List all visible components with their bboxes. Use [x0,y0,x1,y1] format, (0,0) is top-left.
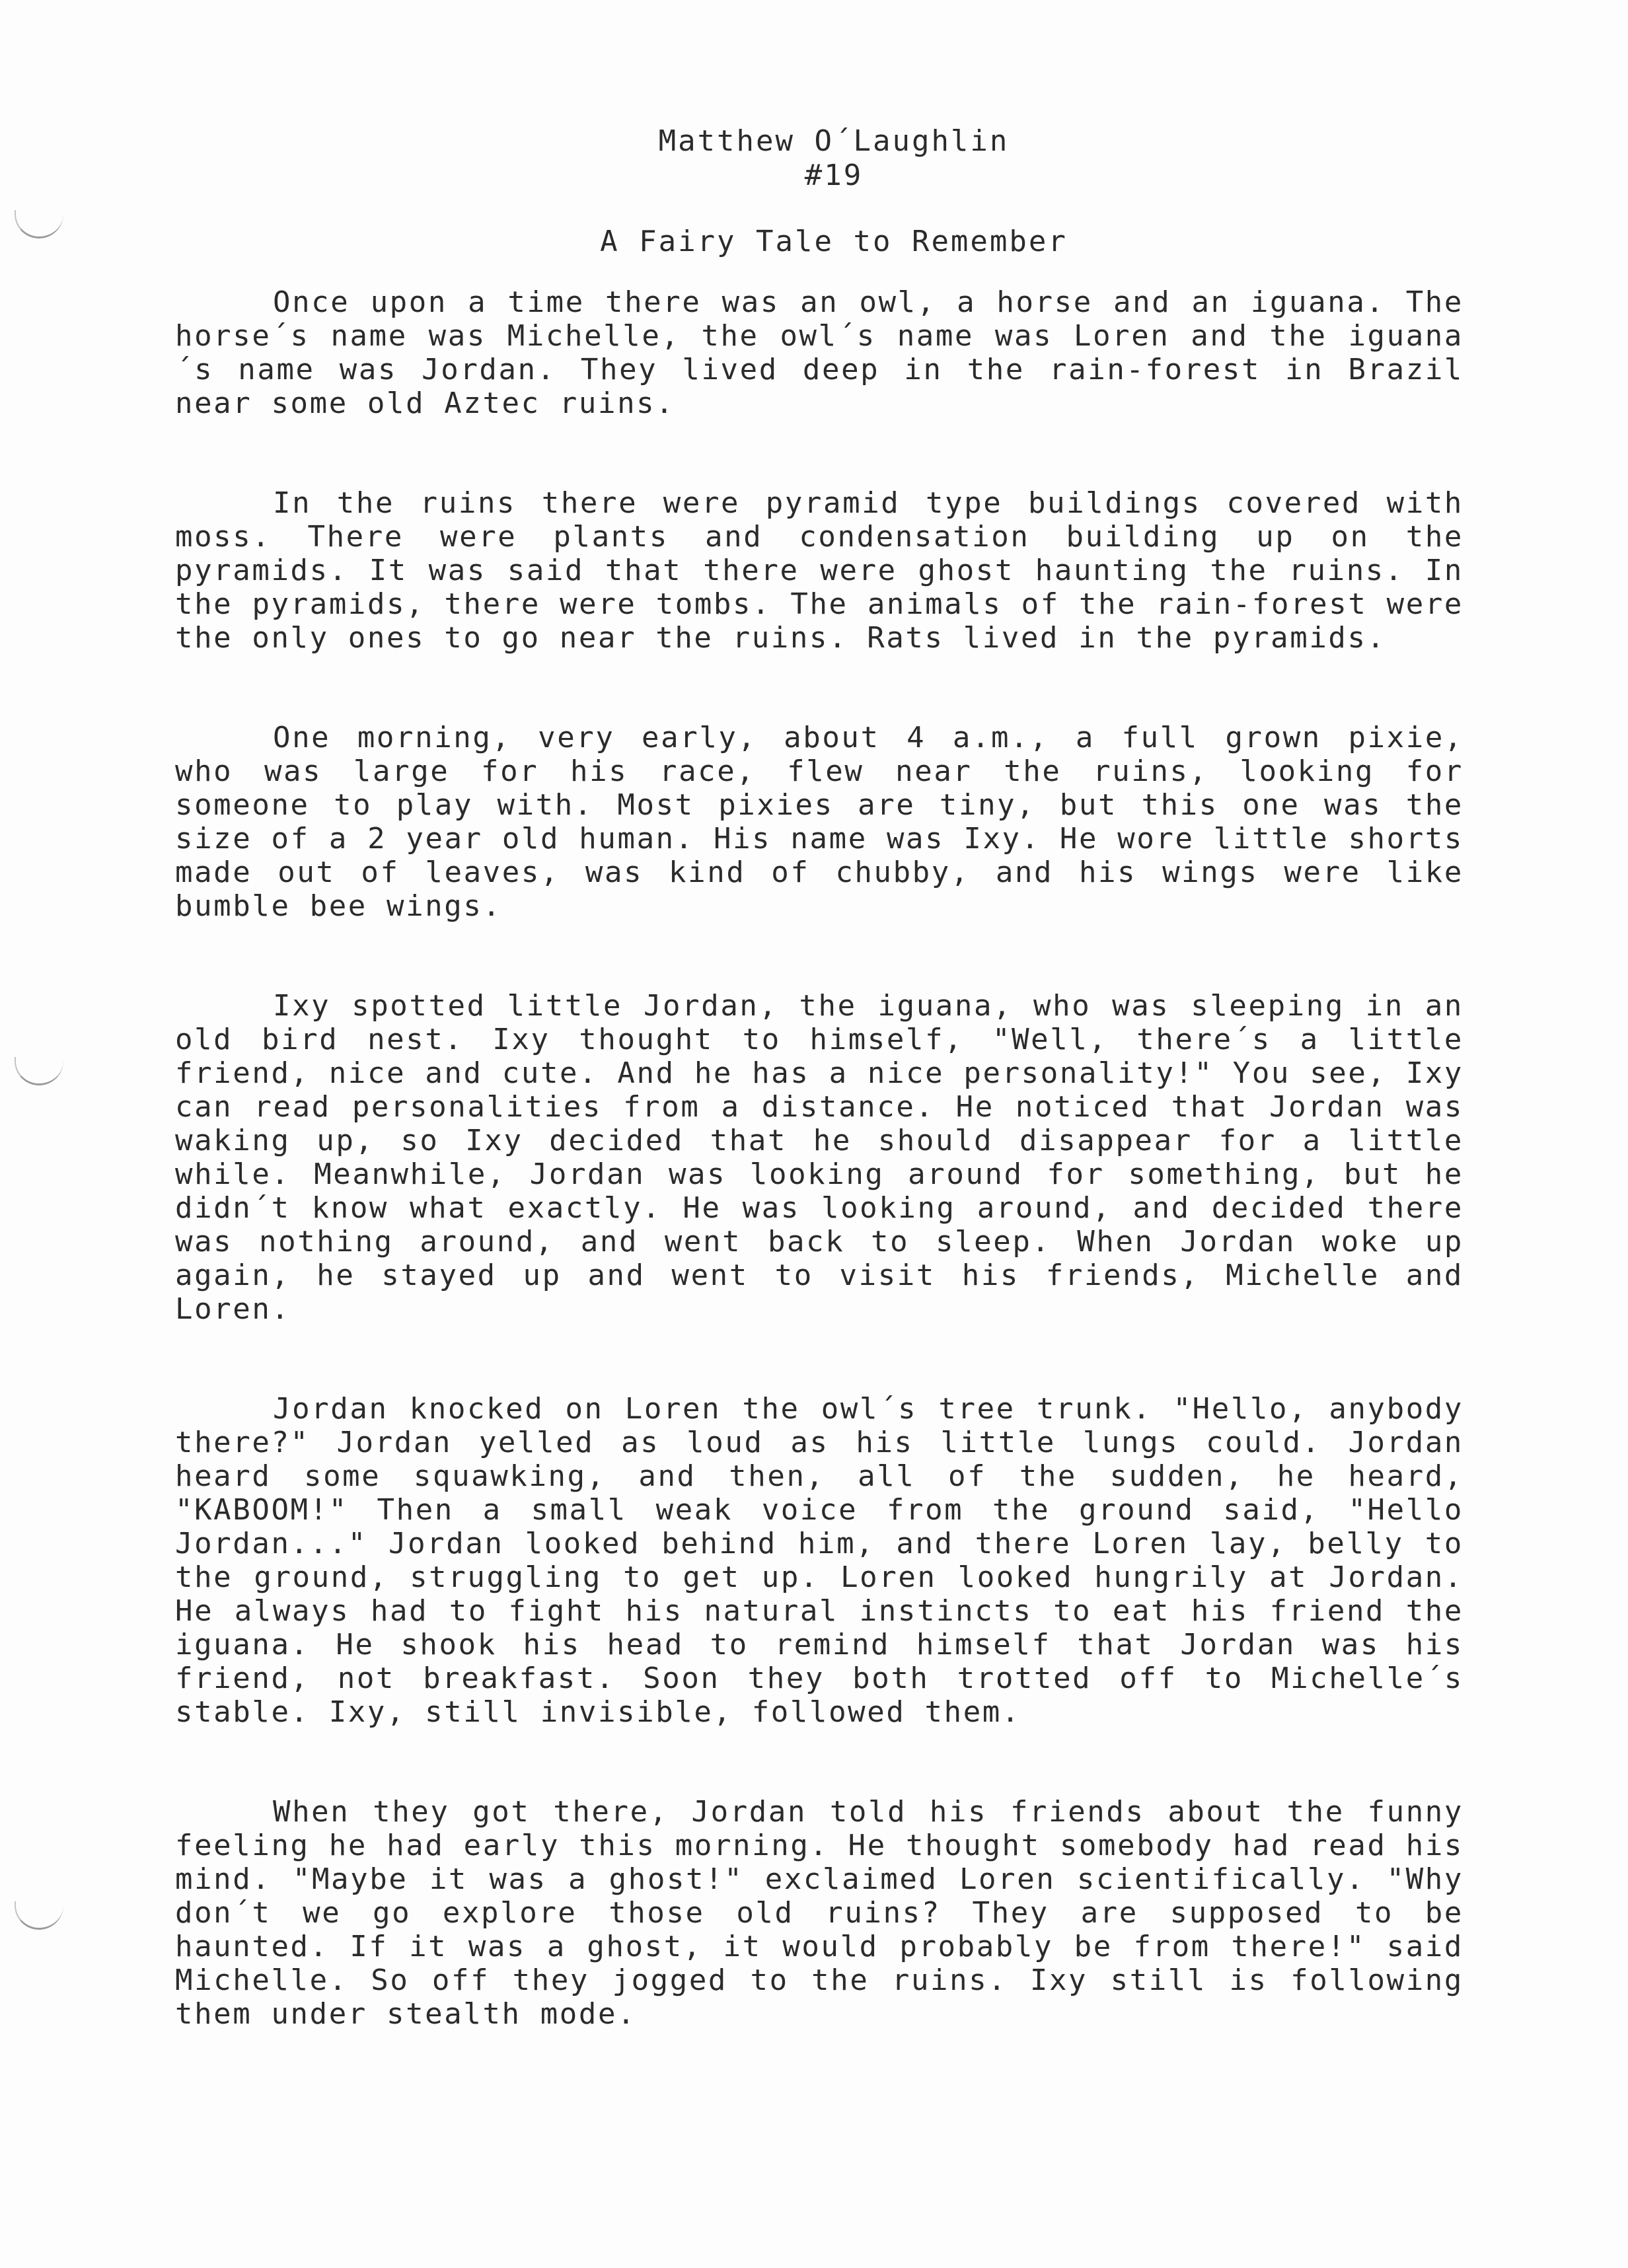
student-number: #19 [804,159,864,192]
story-paragraph: In the ruins there were pyramid type buildings covered with moss. There were plants and condensation building up on the pyramids. It was said that there were ghost haunting the ruins. In the pyramids, there were tombs. The animals of the rain-forest were the only ones to go near the ruins. Rats lived in the pyramids. [175,486,1463,655]
author-name: Matthew O´Laughlin [658,124,1010,158]
story-body [175,285,1463,2097]
story-paragraph: One morning, very early, about 4 a.m., a full grown pixie, who was large for his race, flew near the ruins, looking for someone to play with. Most pixies are tiny, but this one was the size of a 2 year old human. His name was Ixy. He wore little shorts made out of leaves, was kind of chubby, and his wings were like bumble bee wings. [175,721,1463,923]
story-paragraph: Jordan knocked on Loren the owl´s tree trunk. "Hello, anybody there?" Jordan yelled as loud as his little lungs could. Jordan heard some squawking, and then, all of the sudden, he heard, "KABOOM!" Then a small weak voice from the ground said, "Hello Jordan..." Jordan looked behind him, and there Loren lay, belly to the ground, struggling to get up. Loren looked hungrily at Jordan. He always had to fight his natural instincts to eat his friend the iguana. He shook his head to remind himself that Jordan was his friend, not breakfast. Soon they both trotted off to Michelle´s stable. Ixy, still invisible, followed them. [175,1392,1463,1729]
story-paragraph: When they got there, Jordan told his friends about the funny feeling he had early this morning. He thought somebody had read his mind. "Maybe it was a ghost!" exclaimed Loren scientifically. "Why don´t we go explore those old ruins? They are supposed to be haunted. If it was a ghost, it would probably be from there!" said Michelle. So off they jogged to the ruins. Ixy still is following them under stealth mode. [175,1795,1463,2031]
punch-hole-mark [15,1901,63,1930]
story-title: A Fairy Tale to Remember [600,225,1068,258]
story-paragraph: Once upon a time there was an owl, a horse and an iguana. The horse´s name was Michelle, the owl´s name was Loren and the iguana´s name was Jordan. They lived deep in the rain-forest in Brazil near some old Aztec ruins. [175,285,1463,420]
punch-hole-mark [15,1057,63,1085]
story-paragraph: Ixy spotted little Jordan, the iguana, who was sleeping in an old bird nest. Ixy thought to himself, "Well, there´s a little friend, nice and cute. And he has a nice personality!" You see, Ixy can read personalities from a distance. He noticed that Jordan was waking up, so Ixy decided that he should disappear for a little while. Meanwhile, Jordan was looking around for something, but he didn´t know what exactly. He was looking around, and decided there was nothing around, and went back to sleep. When Jordan woke up again, he stayed up and went to visit his friends, Michelle and Loren. [175,989,1463,1326]
